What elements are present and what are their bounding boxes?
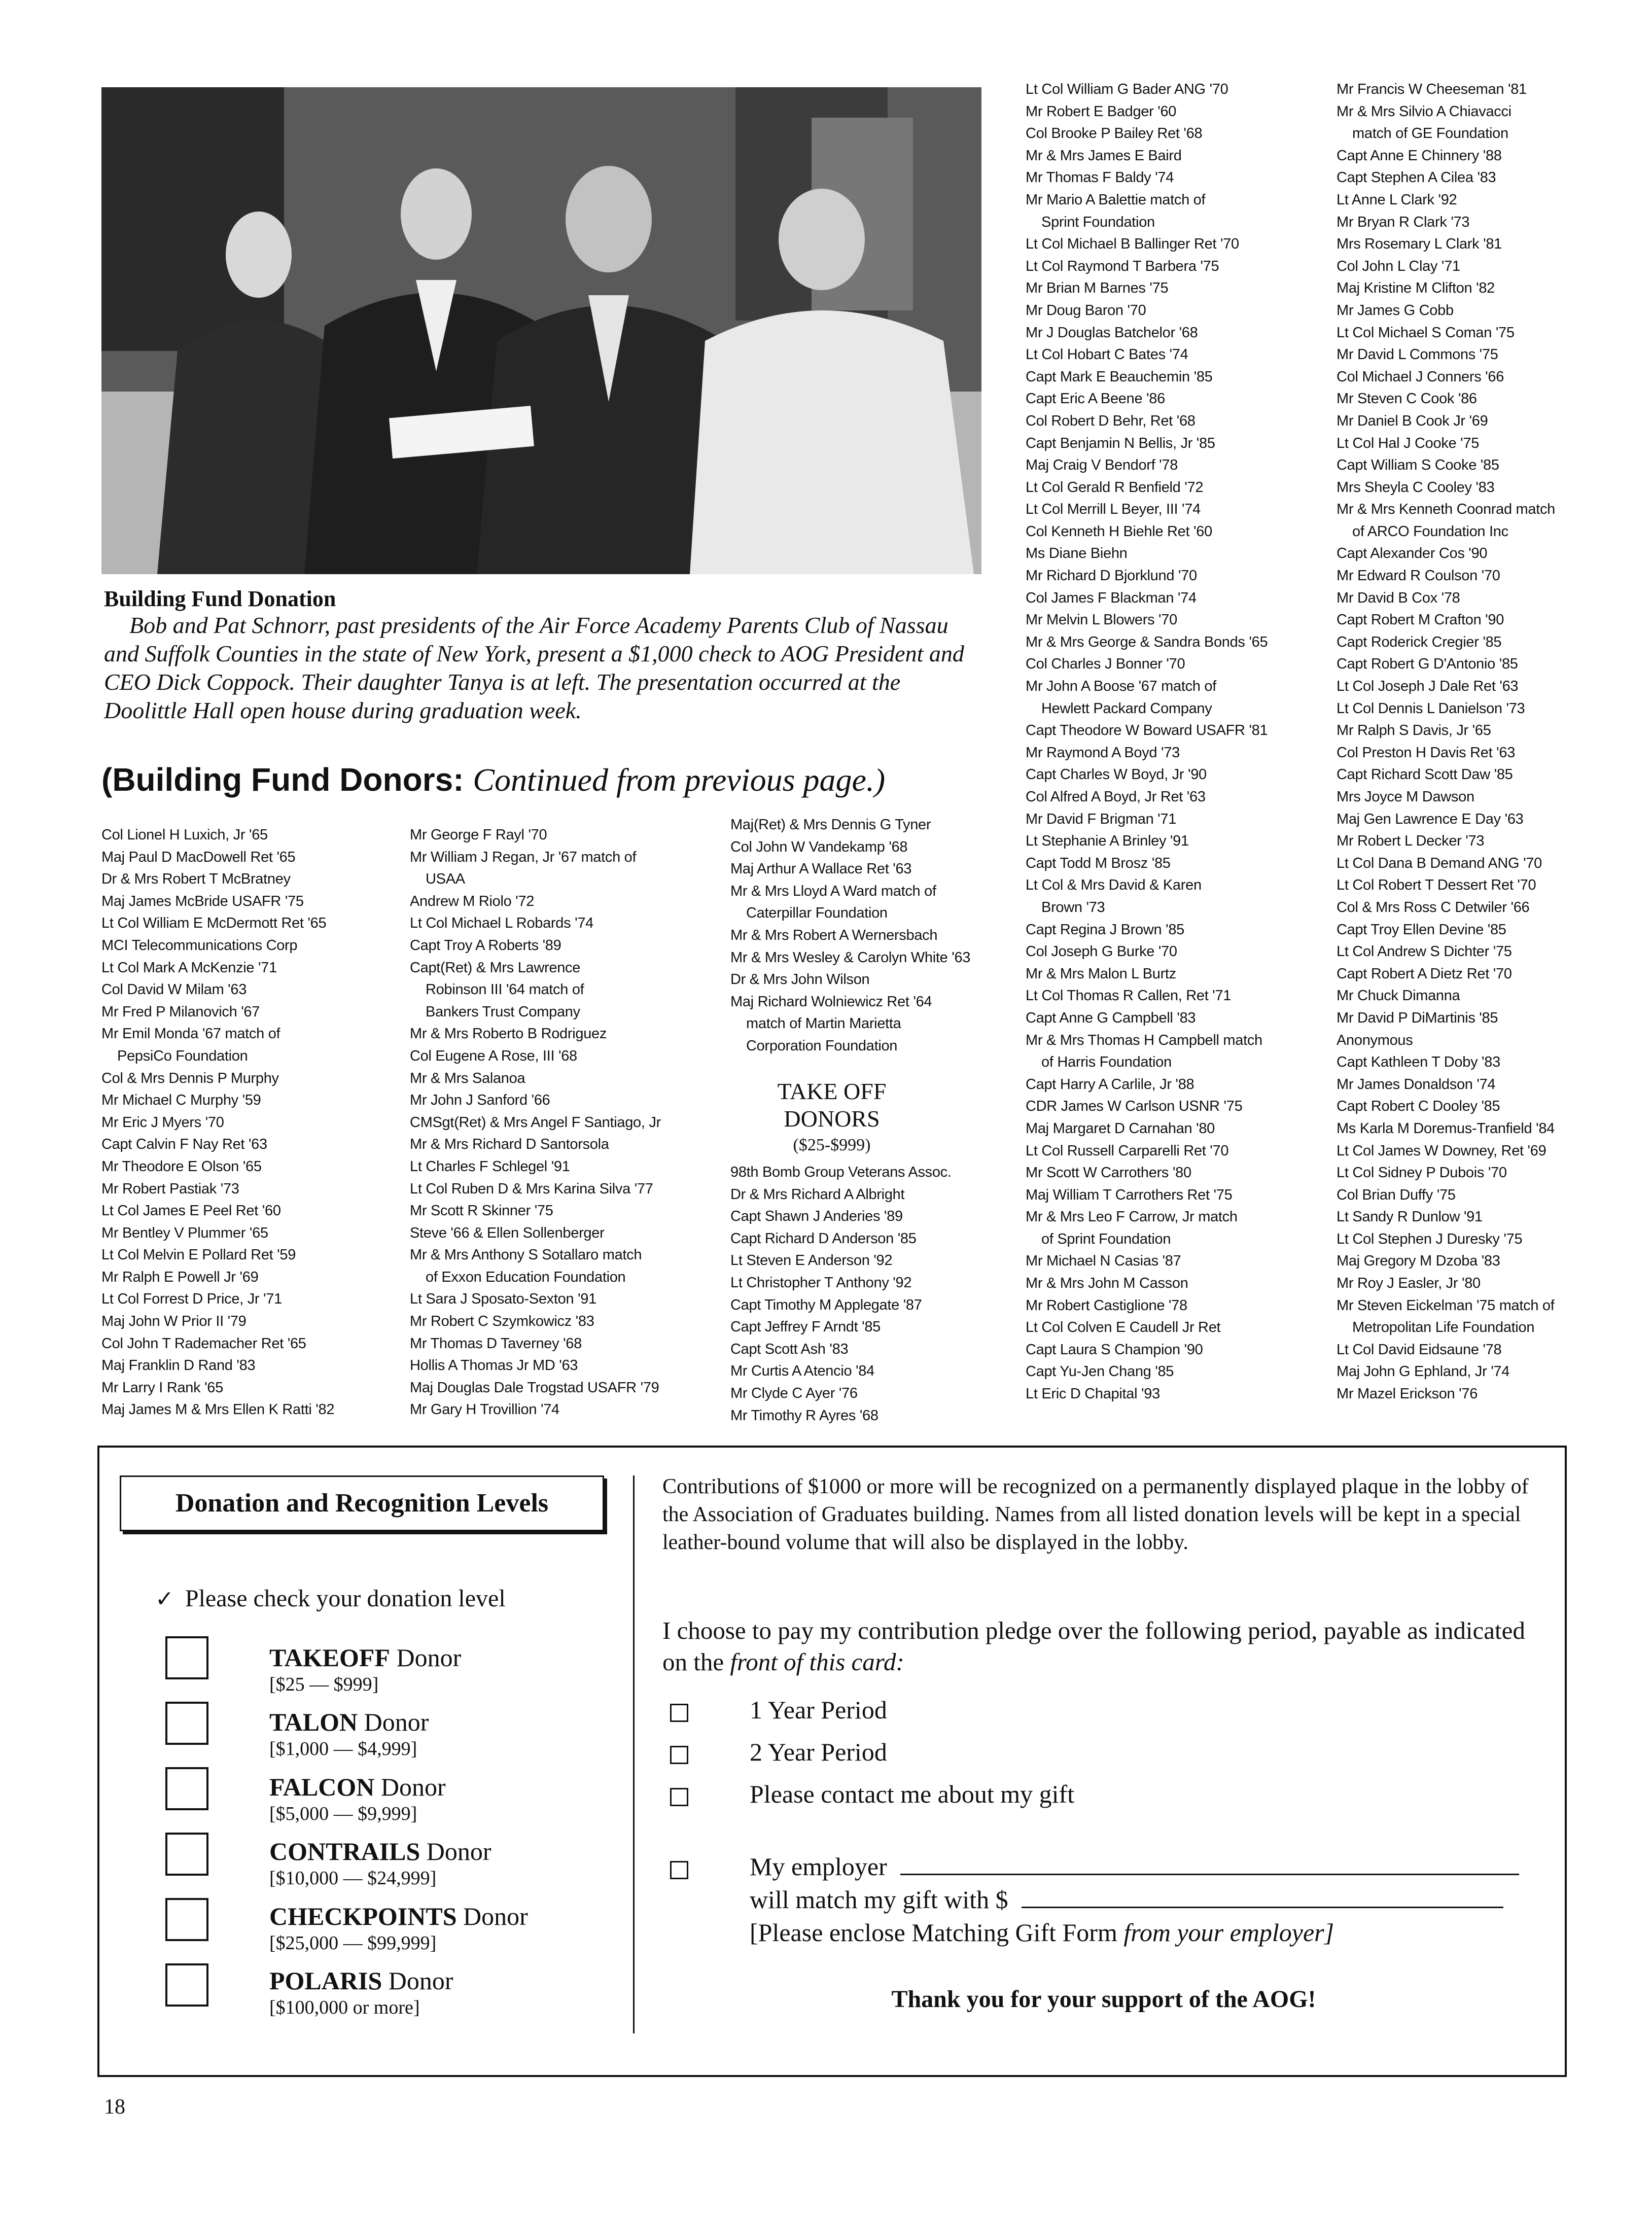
donor-name: Col John T Rademacher Ret '65 xyxy=(101,1335,306,1352)
donor-name: Mr Thomas F Baldy '74 xyxy=(1026,169,1174,186)
talon-level-range: [$1,000 — $4,999] xyxy=(269,1738,417,1760)
donor-name: Mrs Joyce M Dawson xyxy=(1337,789,1474,805)
donor-name: Capt(Ret) & Mrs Lawrence xyxy=(410,959,581,976)
donor-name: Corporation Foundation xyxy=(730,1037,898,1054)
donor-name: Mr Timothy R Ayres '68 xyxy=(730,1407,878,1424)
donor-name: Mr Thomas D Taverney '68 xyxy=(410,1335,582,1352)
donor-name: Maj Kristine M Clifton '82 xyxy=(1337,280,1495,297)
donor-name: CMSgt(Ret) & Mrs Angel F Santiago, Jr xyxy=(410,1114,661,1131)
employer-field[interactable] xyxy=(900,1874,1519,1875)
donor-name: Capt Troy A Roberts '89 xyxy=(410,937,561,954)
donor-name: Col Lionel H Luxich, Jr '65 xyxy=(101,827,268,843)
levels-title: Donation and Recognition Levels xyxy=(120,1475,604,1531)
donor-name: Lt Col Merrill L Beyer, III '74 xyxy=(1026,501,1201,518)
level-suffix: Donor xyxy=(456,1902,528,1930)
checkmark-icon: ✓ xyxy=(155,1587,174,1611)
donor-name: Dr & Mrs Robert T McBratney xyxy=(101,871,291,888)
donor-name: Capt Eric A Beene '86 xyxy=(1026,391,1165,407)
donor-name: Lt Anne L Clark '92 xyxy=(1337,191,1457,208)
match-row xyxy=(750,1885,1503,1914)
donor-name: Mr David P DiMartinis '85 xyxy=(1337,1009,1498,1026)
donor-name: Mr James G Cobb xyxy=(1337,302,1454,319)
donor-name: Capt Charles W Boyd, Jr '90 xyxy=(1026,766,1207,783)
donor-name: Mr Ralph S Davis, Jr '65 xyxy=(1337,722,1491,739)
donor-name: Lt Col James E Peel Ret '60 xyxy=(101,1203,281,1219)
checkpoints-level-range: [$25,000 — $99,999] xyxy=(269,1932,437,1954)
donor-name: Maj Richard Wolniewicz Ret '64 xyxy=(730,993,932,1010)
donor-name: Mr Richard D Bjorklund '70 xyxy=(1026,568,1197,584)
donor-name: Mr Gary H Trovillion '74 xyxy=(410,1401,559,1418)
pledge-form xyxy=(97,1446,1567,2077)
level-suffix: Donor xyxy=(420,1837,491,1866)
donor-name: Col Eugene A Rose, III '68 xyxy=(410,1047,577,1064)
donor-name: of Exxon Education Foundation xyxy=(410,1269,626,1285)
donor-name: Capt Timothy M Applegate '87 xyxy=(730,1296,922,1313)
donor-name: Mr & Mrs Thomas H Campbell match xyxy=(1026,1032,1262,1048)
donor-name: Capt Laura S Champion '90 xyxy=(1026,1341,1203,1358)
donor-name: USAA xyxy=(410,871,465,888)
donor-name: Maj Arthur A Wallace Ret '63 xyxy=(730,861,912,877)
donor-name: Lt Col Mark A McKenzie '71 xyxy=(101,959,277,976)
contrails-checkbox[interactable] xyxy=(165,1833,208,1876)
polaris-checkbox[interactable] xyxy=(165,1963,208,2007)
form-divider xyxy=(633,1475,635,2033)
two-year-label: 2 Year Period xyxy=(750,1738,887,1766)
takeoff-level-label xyxy=(269,1643,461,1672)
donor-name: Hewlett Packard Company xyxy=(1026,700,1212,717)
donor-name: Mr & Mrs Robert A Wernersbach xyxy=(730,927,938,943)
donor-name: Mr John A Boose '67 match of xyxy=(1026,678,1216,695)
donor-name: Mr & Mrs John M Casson xyxy=(1026,1275,1188,1292)
donor-name: Capt Anne G Campbell '83 xyxy=(1026,1009,1196,1026)
donor-name: Capt Todd M Brosz '85 xyxy=(1026,855,1171,871)
donor-column-4 xyxy=(1026,79,1268,1405)
thanks-text: Thank you for your support of the AOG! xyxy=(891,1986,1316,2013)
donor-name: Mr Eric J Myers '70 xyxy=(101,1114,224,1131)
one-year-checkbox[interactable] xyxy=(670,1704,688,1722)
contrails-level-label xyxy=(269,1837,491,1866)
donor-name: Capt Stephen A Cilea '83 xyxy=(1337,169,1496,186)
contrails-level-range: [$10,000 — $24,999] xyxy=(269,1868,437,1889)
donor-name: Mr & Mrs Richard D Santorsola xyxy=(410,1136,609,1153)
donor-name: Mr Theodore E Olson '65 xyxy=(101,1158,262,1175)
donor-name: Mr Edward R Coulson '70 xyxy=(1337,568,1500,584)
donor-name: Capt Robert M Crafton '90 xyxy=(1337,612,1504,628)
donor-name: Lt Steven E Anderson '92 xyxy=(730,1252,893,1269)
donor-name: Anonymous xyxy=(1337,1032,1413,1048)
donor-name: Mr Emil Monda '67 match of xyxy=(101,1026,280,1042)
donor-name: Mr Robert C Szymkowicz '83 xyxy=(410,1313,594,1330)
donor-name: Bankers Trust Company xyxy=(410,1003,580,1020)
donor-name: Mr & Mrs Lloyd A Ward match of xyxy=(730,883,936,899)
donor-name: Lt Col Ruben D & Mrs Karina Silva '77 xyxy=(410,1180,653,1197)
donor-name: Lt Col Dennis L Danielson '73 xyxy=(1337,700,1525,717)
enclose-text: [Please enclose Matching Gift Form xyxy=(750,1918,1124,1947)
photo-illustration xyxy=(101,87,981,574)
donor-name: Col Michael J Conners '66 xyxy=(1337,368,1504,385)
donor-name: Mr & Mrs Kenneth Coonrad match xyxy=(1337,501,1556,518)
donor-name: match of GE Foundation xyxy=(1337,125,1508,142)
check-prompt-text: Please check your donation level xyxy=(185,1585,506,1612)
donor-column-1 xyxy=(101,824,334,1421)
donor-name: Mr James Donaldson '74 xyxy=(1337,1076,1496,1093)
donor-name: of Harris Foundation xyxy=(1026,1054,1172,1071)
donor-name: Col Robert D Behr, Ret '68 xyxy=(1026,412,1196,429)
pledge-text xyxy=(662,1615,1545,1678)
level-name: CONTRAILS xyxy=(269,1837,420,1866)
donor-name: Mr & Mrs George & Sandra Bonds '65 xyxy=(1026,634,1268,650)
donor-name: CDR James W Carlson USNR '75 xyxy=(1026,1098,1243,1115)
donor-name: of Sprint Foundation xyxy=(1026,1230,1171,1247)
donor-name: Mr Chuck Dimanna xyxy=(1337,988,1460,1004)
donor-name: Capt Calvin F Nay Ret '63 xyxy=(101,1136,267,1153)
donor-name: Mr Mario A Balettie match of xyxy=(1026,191,1206,208)
donor-name: Maj Franklin D Rand '83 xyxy=(101,1357,256,1374)
donor-name: Lt Col Joseph J Dale Ret '63 xyxy=(1337,678,1519,695)
donor-name: Lt Col Forrest D Price, Jr '71 xyxy=(101,1291,282,1308)
donor-name: Capt Roderick Cregier '85 xyxy=(1337,634,1502,650)
contact-me-checkbox[interactable] xyxy=(670,1788,688,1806)
donor-name: Maj Gregory M Dzoba '83 xyxy=(1337,1253,1500,1270)
donor-name: Dr & Mrs Richard A Albright xyxy=(730,1186,905,1203)
donor-name: Maj James M & Mrs Ellen K Ratti '82 xyxy=(101,1401,335,1418)
donor-name: Capt Jeffrey F Arndt '85 xyxy=(730,1319,881,1335)
donor-name: Mr & Mrs James E Baird xyxy=(1026,147,1182,164)
donor-column-5 xyxy=(1337,79,1555,1405)
donor-name: Col Joseph G Burke '70 xyxy=(1026,943,1177,960)
employer-row xyxy=(750,1852,1519,1881)
level-name: FALCON xyxy=(269,1773,375,1801)
donor-name: Col Brooke P Bailey Ret '68 xyxy=(1026,125,1203,142)
donor-name: Mr David B Cox '78 xyxy=(1337,589,1460,606)
donor-name: MCI Telecommunications Corp xyxy=(101,937,298,954)
checkpoints-checkbox[interactable] xyxy=(165,1898,208,1941)
donor-name: Mr Daniel B Cook Jr '69 xyxy=(1337,412,1488,429)
falcon-checkbox[interactable] xyxy=(165,1767,208,1810)
donor-name: Mr Michael C Murphy '59 xyxy=(101,1092,261,1109)
donor-name: Mr Robert E Badger '60 xyxy=(1026,103,1177,120)
donor-name: Lt Col Melvin E Pollard Ret '59 xyxy=(101,1247,296,1263)
donor-name: Lt Col William E McDermott Ret '65 xyxy=(101,915,327,932)
donor-name: Lt Col Robert T Dessert Ret '70 xyxy=(1337,877,1536,894)
donor-name: Mr & Mrs Salanoa xyxy=(410,1070,525,1086)
donor-name: Mr Fred P Milanovich '67 xyxy=(101,1003,260,1020)
donor-name: Capt Robert C Dooley '85 xyxy=(1337,1098,1500,1115)
donor-name: Capt Anne E Chinnery '88 xyxy=(1337,147,1502,164)
donor-name: Capt Robert A Dietz Ret '70 xyxy=(1337,965,1512,982)
donor-name: Mr Roy J Easler, Jr '80 xyxy=(1337,1275,1481,1292)
donor-name: Maj John G Ephland, Jr '74 xyxy=(1337,1363,1510,1380)
photo-caption-title: Building Fund Donation xyxy=(104,586,336,611)
donor-name: PepsiCo Foundation xyxy=(101,1047,248,1064)
donor-name: Capt Regina J Brown '85 xyxy=(1026,921,1184,938)
donor-name: Mr & Mrs Leo F Carrow, Jr match xyxy=(1026,1209,1238,1225)
match-label: will match my gift with $ xyxy=(750,1885,1008,1914)
talon-level-label xyxy=(269,1707,429,1737)
enclose-italic: from your employer] xyxy=(1123,1918,1334,1947)
donor-name: Ms Diane Biehn xyxy=(1026,545,1128,562)
donor-name: Lt Col Hal J Cooke '75 xyxy=(1337,435,1480,451)
donor-name: Mr Brian M Barnes '75 xyxy=(1026,280,1169,297)
donor-name: Maj Margaret D Carnahan '80 xyxy=(1026,1120,1215,1137)
donor-name: match of Martin Marietta xyxy=(730,1015,901,1032)
check-prompt xyxy=(155,1585,506,1612)
polaris-level-label xyxy=(269,1966,453,1995)
donor-name: Mr Doug Baron '70 xyxy=(1026,302,1146,319)
donor-name: Hollis A Thomas Jr MD '63 xyxy=(410,1357,578,1374)
donor-name: Mr Robert Pastiak '73 xyxy=(101,1180,239,1197)
donor-name: Maj Paul D MacDowell Ret '65 xyxy=(101,849,296,865)
pledge-text-italic: front of this card: xyxy=(730,1648,904,1676)
donor-name: Lt Col James W Downey, Ret '69 xyxy=(1337,1142,1546,1159)
donor-name: Lt Col Michael S Coman '75 xyxy=(1337,324,1515,341)
donor-name: Capt Harry A Carlile, Jr '88 xyxy=(1026,1076,1194,1093)
donor-name: Col Kenneth H Biehle Ret '60 xyxy=(1026,523,1212,540)
donor-name: Col Charles J Bonner '70 xyxy=(1026,656,1185,673)
donor-name: Lt Col David Eidsaune '78 xyxy=(1337,1341,1502,1358)
donor-name: Col David W Milam '63 xyxy=(101,981,247,998)
donor-name: Capt Benjamin N Bellis, Jr '85 xyxy=(1026,435,1215,451)
donor-name: Mr Robert Castiglione '78 xyxy=(1026,1297,1187,1314)
match-amount-field[interactable] xyxy=(1022,1907,1503,1908)
donor-name: Mr Melvin L Blowers '70 xyxy=(1026,612,1177,628)
donor-name: Andrew M Riolo '72 xyxy=(410,893,535,909)
donor-name: Lt Col Hobart C Bates '74 xyxy=(1026,346,1188,363)
donor-name: Lt Sandy R Dunlow '91 xyxy=(1337,1209,1483,1225)
donor-name: Capt Shawn J Anderies '89 xyxy=(730,1208,903,1225)
donor-name: Col James F Blackman '74 xyxy=(1026,589,1197,606)
donor-name: Mr Bryan R Clark '73 xyxy=(1337,214,1470,230)
one-year-label: 1 Year Period xyxy=(750,1696,887,1724)
donor-name: Mr Francis W Cheeseman '81 xyxy=(1337,81,1527,97)
donor-name: Mr Clyde C Ayer '76 xyxy=(730,1385,858,1401)
donor-name: Capt Robert G D'Antonio '85 xyxy=(1337,656,1518,673)
donor-name: Mr Curtis A Atencio '84 xyxy=(730,1363,874,1380)
donor-name: Lt Col Sidney P Dubois '70 xyxy=(1337,1165,1507,1181)
level-name: CHECKPOINTS xyxy=(269,1902,457,1930)
donor-name: Mr & Mrs Wesley & Carolyn White '63 xyxy=(730,949,971,966)
donor-name: Mrs Rosemary L Clark '81 xyxy=(1337,236,1502,253)
employer-label: My employer xyxy=(750,1852,887,1881)
donor-name: Lt Col & Mrs David & Karen xyxy=(1026,877,1202,894)
donor-name: Capt William S Cooke '85 xyxy=(1337,457,1499,474)
donor-name: Caterpillar Foundation xyxy=(730,905,888,922)
donor-name: Col John W Vandekamp '68 xyxy=(730,838,908,855)
donor-name: Sprint Foundation xyxy=(1026,214,1155,230)
donor-name: Capt Alexander Cos '90 xyxy=(1337,545,1488,562)
donor-name: Col & Mrs Ross C Detwiler '66 xyxy=(1337,899,1530,916)
donor-name: Capt Mark E Beauchemin '85 xyxy=(1026,368,1213,385)
pledge-text-main: I choose to pay my contribution pledge over the following period, payable as indicated on the xyxy=(662,1616,1525,1676)
donor-name: Mr Steven Eickelman '75 match of xyxy=(1337,1297,1555,1314)
takeoff-heading-range: ($25-$999) xyxy=(793,1136,871,1154)
employer-match-checkbox[interactable] xyxy=(670,1861,688,1879)
donor-name: Mr Robert L Decker '73 xyxy=(1337,833,1485,850)
donor-column-2 xyxy=(410,824,661,1421)
donor-name: Col Alfred A Boyd, Jr Ret '63 xyxy=(1026,789,1206,805)
donor-name: Mr David F Brigman '71 xyxy=(1026,811,1177,827)
donor-name: Col & Mrs Dennis P Murphy xyxy=(101,1070,279,1086)
donor-name: 98th Bomb Group Veterans Assoc. xyxy=(730,1164,952,1180)
takeoff-checkbox[interactable] xyxy=(165,1636,208,1679)
contact-me-label: Please contact me about my gift xyxy=(750,1780,1075,1808)
level-suffix: Donor xyxy=(390,1643,462,1672)
donor-name: Mr & Mrs Anthony S Sotallaro match xyxy=(410,1247,642,1263)
donor-name: Mr William J Regan, Jr '67 match of xyxy=(410,849,637,865)
takeoff-donors-heading xyxy=(730,1078,933,1155)
donor-name: Lt Col Colven E Caudell Jr Ret xyxy=(1026,1319,1221,1336)
photo-caption-text: Bob and Pat Schnorr, past presidents of the Air Force Academy Parents Club of Nassau and Suffolk Counties in the state of New York, present a $1,000 check to AOG President and CEO Dick Coppock. Their daughter Tanya is at left. The presentation occurred at the Doolittle Hall open house during graduation week. xyxy=(104,612,964,723)
donor-name: Capt Theodore W Boward USAFR '81 xyxy=(1026,722,1268,739)
recognition-text: Contributions of $1000 or more will be recognized on a permanently displayed plaque in the lobby of the Association of Graduates building. Names from all listed donation levels will be kept in a special leather-bound volume that will also be displayed in the lobby. xyxy=(662,1475,1529,1554)
donor-name: Lt Eric D Chapital '93 xyxy=(1026,1386,1160,1402)
donor-name: Maj Craig V Bendorf '78 xyxy=(1026,457,1178,474)
donor-name: Mr David L Commons '75 xyxy=(1337,346,1498,363)
donor-name: Mr Bentley V Plummer '65 xyxy=(101,1224,268,1241)
donor-name: Lt Col Dana B Demand ANG '70 xyxy=(1337,855,1542,871)
donor-name: Mr & Mrs Silvio A Chiavacci xyxy=(1337,103,1512,120)
donor-name: Mr Mazel Erickson '76 xyxy=(1337,1386,1478,1402)
donor-name: Capt Yu-Jen Chang '85 xyxy=(1026,1363,1174,1380)
donor-name: Capt Richard D Anderson '85 xyxy=(730,1230,917,1247)
donor-name: Ms Karla M Doremus-Tranfield '84 xyxy=(1337,1120,1555,1137)
donor-name: Mr George F Rayl '70 xyxy=(410,827,547,843)
falcon-level-range: [$5,000 — $9,999] xyxy=(269,1803,417,1824)
donor-name: Robinson III '64 match of xyxy=(410,981,584,998)
level-suffix: Donor xyxy=(382,1966,453,1995)
polaris-level-range: [$100,000 or more] xyxy=(269,1997,420,2018)
donor-name: Capt Richard Scott Daw '85 xyxy=(1337,766,1513,783)
level-name: TALON xyxy=(269,1708,358,1736)
donor-name: Lt Col Thomas R Callen, Ret '71 xyxy=(1026,988,1232,1004)
level-name: POLARIS xyxy=(269,1966,382,1995)
donor-name: Lt Sara J Sposato-Sexton '91 xyxy=(410,1291,596,1308)
donor-name: Lt Col William G Bader ANG '70 xyxy=(1026,81,1228,97)
donation-photo xyxy=(101,87,981,574)
donor-name: Mr & Mrs Roberto B Rodriguez xyxy=(410,1026,607,1042)
donor-name: Col Preston H Davis Ret '63 xyxy=(1337,744,1516,761)
donor-name: Lt Charles F Schlegel '91 xyxy=(410,1158,570,1175)
donor-name: Lt Christopher T Anthony '92 xyxy=(730,1274,912,1291)
donor-name: Maj Gen Lawrence E Day '63 xyxy=(1337,811,1524,827)
talon-checkbox[interactable] xyxy=(165,1702,208,1745)
donor-name: Lt Col Raymond T Barbera '75 xyxy=(1026,258,1219,274)
donor-name: of ARCO Foundation Inc xyxy=(1337,523,1508,540)
page-number: 18 xyxy=(104,2095,125,2119)
donor-name: Mr Scott W Carrothers '80 xyxy=(1026,1165,1191,1181)
continued-heading xyxy=(101,761,885,799)
donor-name: Lt Col Stephen J Duresky '75 xyxy=(1337,1230,1523,1247)
donor-name: Mr Larry I Rank '65 xyxy=(101,1379,223,1396)
level-suffix: Donor xyxy=(358,1708,429,1736)
donor-name: Capt Kathleen T Doby '83 xyxy=(1337,1054,1500,1071)
donor-name: Col John L Clay '71 xyxy=(1337,258,1460,274)
takeoff-level-range: [$25 — $999] xyxy=(269,1674,379,1695)
checkpoints-level-label xyxy=(269,1902,528,1931)
donor-name: Maj Douglas Dale Trogstad USAFR '79 xyxy=(410,1379,659,1396)
donor-column-3a xyxy=(730,814,970,1058)
donor-name: Mrs Sheyla C Cooley '83 xyxy=(1337,479,1495,496)
donor-name: Mr J Douglas Batchelor '68 xyxy=(1026,324,1198,341)
donor-name: Maj John W Prior II '79 xyxy=(101,1313,247,1330)
falcon-level-label xyxy=(269,1772,446,1802)
donor-name: Mr & Mrs Malon L Burtz xyxy=(1026,965,1176,982)
donor-name: Lt Col Gerald R Benfield '72 xyxy=(1026,479,1204,496)
level-suffix: Donor xyxy=(374,1773,446,1801)
donor-name: Mr Scott R Skinner '75 xyxy=(410,1203,553,1219)
donor-name: Mr Michael N Casias '87 xyxy=(1026,1253,1181,1270)
continued-heading-bold: (Building Fund Donors: xyxy=(101,761,473,798)
donor-name: Lt Stephanie A Brinley '91 xyxy=(1026,833,1189,850)
two-year-checkbox[interactable] xyxy=(670,1746,688,1764)
takeoff-heading-line1: TAKE OFF xyxy=(777,1078,887,1104)
donor-name: Mr Raymond A Boyd '73 xyxy=(1026,744,1180,761)
donor-column-3b xyxy=(730,1162,952,1427)
donor-name: Capt Scott Ash '83 xyxy=(730,1341,849,1357)
donor-name: Dr & Mrs John Wilson xyxy=(730,971,870,988)
donor-name: Lt Col Russell Carparelli Ret '70 xyxy=(1026,1142,1229,1159)
donor-name: Capt Troy Ellen Devine '85 xyxy=(1337,921,1506,938)
takeoff-heading-line2: DONORS xyxy=(784,1106,880,1132)
continued-heading-italic: Continued from previous page.) xyxy=(473,762,886,798)
donor-name: Maj William T Carrothers Ret '75 xyxy=(1026,1186,1233,1203)
donor-name: Col Brian Duffy '75 xyxy=(1337,1186,1456,1203)
enclose-row xyxy=(750,1918,1334,1947)
donor-name: Mr Steven C Cook '86 xyxy=(1337,391,1477,407)
donor-name: Steve '66 & Ellen Sollenberger xyxy=(410,1224,605,1241)
donor-name: Mr John J Sanford '66 xyxy=(410,1092,550,1109)
donor-name: Maj James McBride USAFR '75 xyxy=(101,893,304,909)
donor-name: Lt Col Michael L Robards '74 xyxy=(410,915,593,932)
donor-name: Maj(Ret) & Mrs Dennis G Tyner xyxy=(730,817,931,833)
donor-name: Lt Col Andrew S Dichter '75 xyxy=(1337,943,1512,960)
donor-name: Brown '73 xyxy=(1026,899,1105,916)
donor-name: Lt Col Michael B Ballinger Ret '70 xyxy=(1026,236,1239,253)
donor-name: Mr Ralph E Powell Jr '69 xyxy=(101,1269,259,1285)
donor-name: Metropolitan Life Foundation xyxy=(1337,1319,1535,1336)
level-name: TAKEOFF xyxy=(269,1643,390,1672)
